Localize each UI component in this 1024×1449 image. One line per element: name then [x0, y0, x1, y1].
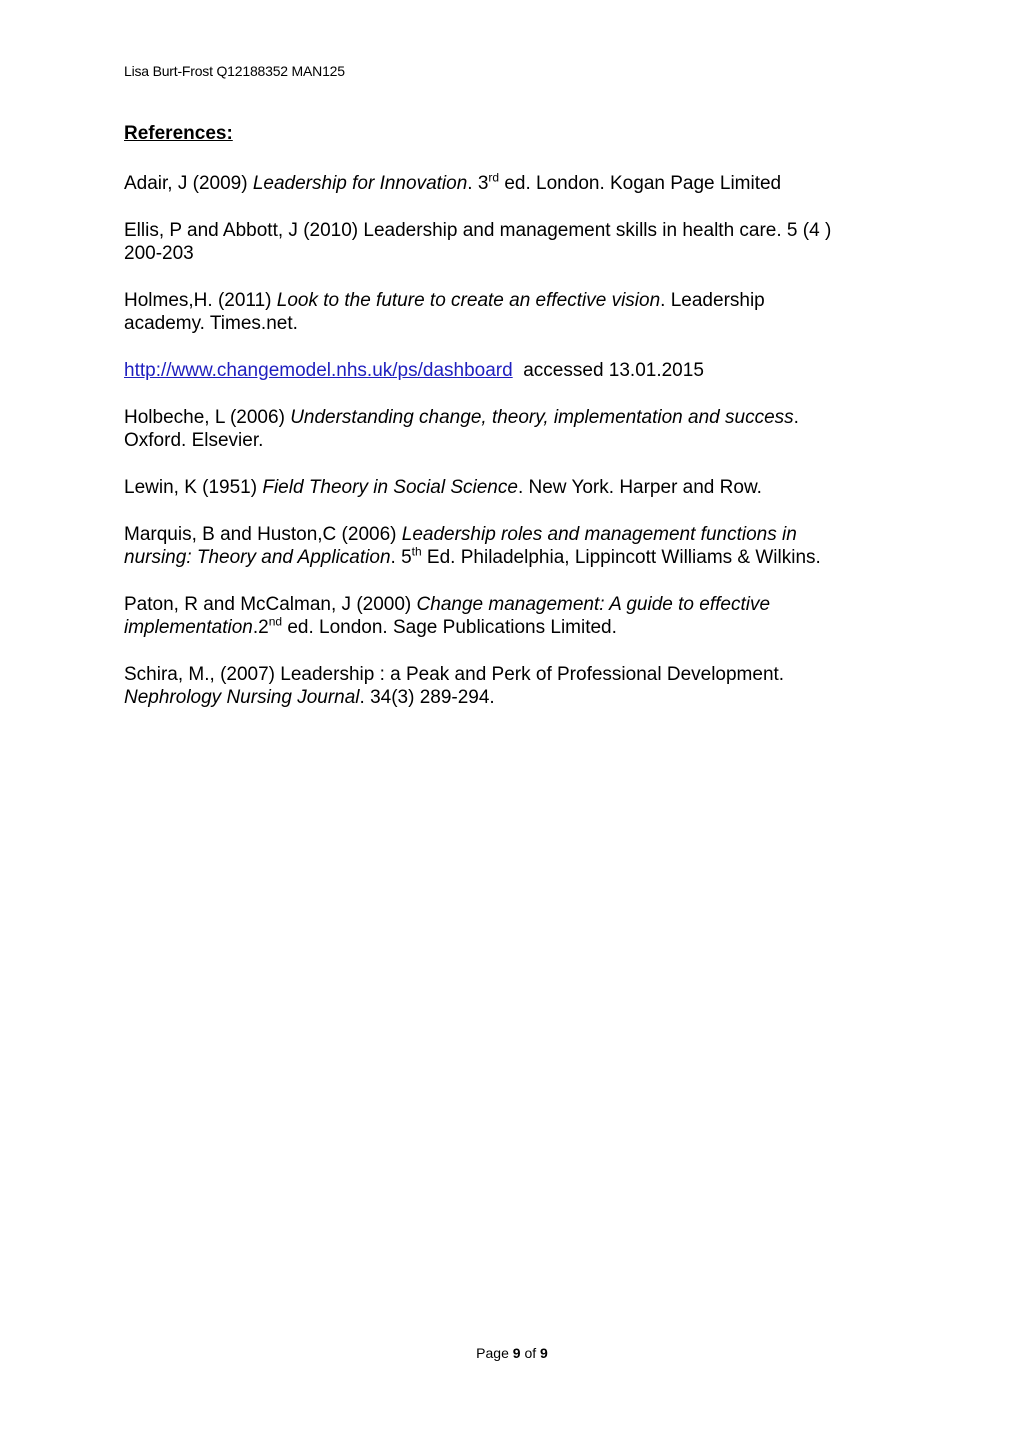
ref-text: 200-203: [124, 243, 194, 264]
ref-text: .2: [252, 617, 269, 638]
reference-ellis: [124, 219, 924, 265]
ref-title: Leadership for Innovation: [252, 173, 468, 194]
changemodel-link[interactable]: http://www.changemodel.nhs.uk/ps/dashboard: [124, 360, 513, 381]
reference-marquis: [124, 523, 924, 569]
footer-total-pages: 9: [540, 1345, 548, 1361]
reference-adair: [124, 172, 924, 195]
footer-page-word: Page: [476, 1345, 513, 1361]
ref-text: . 3: [467, 173, 489, 194]
ref-title: nursing: Theory and Application: [124, 547, 391, 568]
ref-text: Holmes,H. (2011): [124, 290, 277, 311]
ref-text: . 5: [390, 547, 412, 568]
ref-text: Schira, M., (2007) Leadership : a Peak and Perk of Professional Development.: [124, 664, 785, 685]
ref-text: Holbeche, L (2006): [124, 407, 291, 428]
ref-text: Paton, R and McCalman, J (2000): [124, 594, 417, 615]
ref-title: Look to the future to create an effective vision: [276, 290, 661, 311]
reference-paton: [124, 593, 924, 639]
ref-text: Marquis, B and Huston,C (2006): [124, 524, 402, 545]
footer-of-word: of: [520, 1345, 541, 1361]
reference-holbeche: [124, 406, 924, 452]
ref-title: Field Theory in Social Science: [262, 477, 518, 498]
ref-text: .: [793, 407, 799, 428]
reference-lewin: [124, 476, 924, 499]
ref-text: . New York. Harper and Row.: [517, 477, 762, 498]
ref-superscript: rd: [488, 170, 500, 185]
ref-text: Lewin, K (1951): [124, 477, 263, 498]
ref-text: accessed 13.01.2015: [512, 360, 704, 381]
ref-title: Understanding change, theory, implementation and success: [290, 407, 794, 428]
ref-superscript: nd: [268, 614, 283, 629]
page-header: Lisa Burt-Frost Q12188352 MAN125: [124, 63, 345, 79]
ref-text: . Leadership: [660, 290, 765, 311]
reference-changemodel: [124, 359, 924, 382]
ref-text: Ellis, P and Abbott, J (2010) Leadership and management skills in health care. 5 (4 ): [124, 220, 832, 241]
ref-text: ed. London. Sage Publications Limited.: [282, 617, 617, 638]
ref-title: Nephrology Nursing Journal: [124, 687, 360, 708]
ref-title: Change management: A guide to effective: [416, 594, 771, 615]
page-footer: [0, 1345, 1024, 1361]
ref-text: Adair, J (2009): [124, 173, 253, 194]
ref-title: Leadership roles and management functions in: [401, 524, 797, 545]
reference-schira: [124, 663, 924, 709]
ref-text: Oxford. Elsevier.: [124, 430, 264, 451]
reference-holmes: [124, 289, 924, 335]
references-heading: References:: [124, 123, 233, 144]
ref-text: Ed. Philadelphia, Lippincott Williams & Wilkins.: [421, 547, 821, 568]
ref-title: implementation: [124, 617, 253, 638]
references-section: [124, 122, 924, 733]
ref-text: ed. London. Kogan Page Limited: [499, 173, 782, 194]
footer-current-page: 9: [512, 1345, 521, 1361]
ref-text: academy. Times.net.: [124, 313, 298, 334]
ref-superscript: th: [411, 544, 422, 559]
ref-text: . 34(3) 289-294.: [359, 687, 495, 708]
